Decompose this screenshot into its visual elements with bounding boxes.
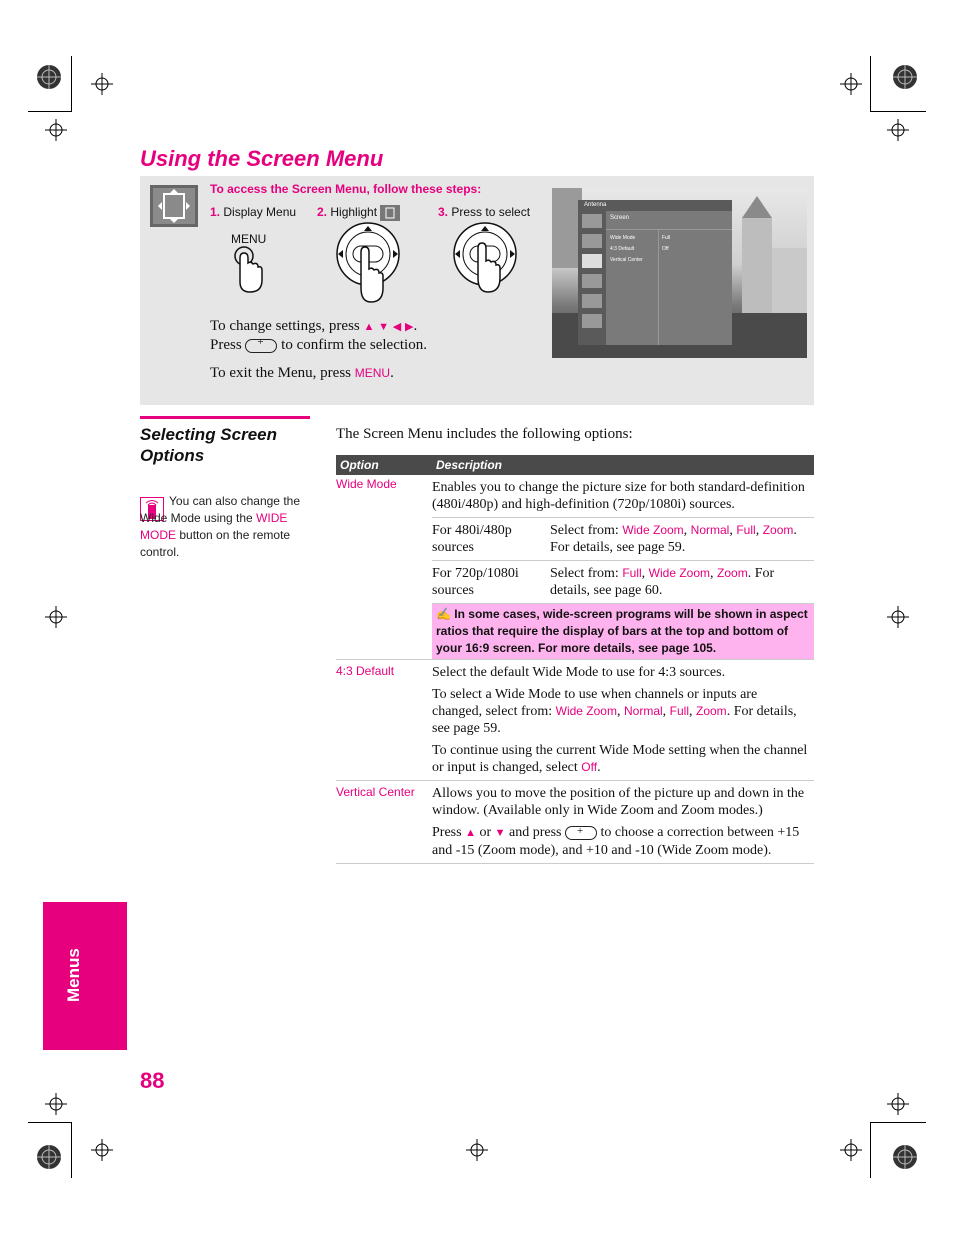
tv-menu-item xyxy=(610,235,635,241)
43-default-desc-2-prefix: To select a Wide Mode to use when channels or inputs are changed, select from: xyxy=(432,687,758,719)
wide-mode-note xyxy=(432,604,814,659)
color-rosette-icon xyxy=(892,1144,918,1170)
tv-menu-item xyxy=(610,246,634,252)
section-title: Selecting Screen Options xyxy=(140,425,278,465)
tv-menu-item-label: Wide Mode xyxy=(610,235,636,241)
option-value: Normal xyxy=(623,704,663,718)
exit-end: . xyxy=(390,365,394,381)
tv-icon xyxy=(582,314,602,328)
instructions-panel xyxy=(140,176,814,405)
tv-icon xyxy=(582,234,602,248)
select-from-text: Select from: xyxy=(550,566,619,581)
tv-menu-divider xyxy=(606,229,732,230)
registration-mark-icon xyxy=(840,1139,862,1161)
remote-tip xyxy=(140,493,315,561)
press-text: Press xyxy=(432,825,462,840)
wide-mode-480-options: Select from: Wide Zoom, Normal, Full, Zoom. For details, see page 59. xyxy=(550,518,814,561)
section-rule xyxy=(140,416,310,419)
arrow-down-icon: ▼ xyxy=(378,321,390,333)
page-title: Using the Screen Menu xyxy=(140,146,384,171)
option-value: Zoom xyxy=(696,704,727,718)
43-default-desc-3-prefix: To continue using the current Wide Mode setting when the channel or input is changed, select xyxy=(432,743,808,775)
crop-mark xyxy=(28,111,72,112)
table-row xyxy=(336,781,814,864)
crop-mark xyxy=(71,1122,72,1178)
arrow-left-icon: ◀ xyxy=(392,321,402,333)
or-text: or xyxy=(479,825,492,840)
registration-mark-icon xyxy=(887,606,909,628)
confirm-text: to confirm the selection. xyxy=(281,337,427,353)
option-value: Full xyxy=(736,523,756,537)
crop-mark xyxy=(28,1122,72,1123)
registration-mark-icon xyxy=(45,1093,67,1115)
tv-menu-title: Screen xyxy=(610,215,630,221)
option-value: Wide Zoom xyxy=(622,523,684,537)
vertical-center-description xyxy=(432,781,814,864)
option-value: Normal xyxy=(690,523,730,537)
hand-press-joystick-icon xyxy=(450,222,520,294)
tv-menu-item-label: 4:3 Default xyxy=(610,246,635,252)
change-settings-text: To change settings, press xyxy=(210,318,360,334)
color-rosette-icon xyxy=(36,1144,62,1170)
crop-mark xyxy=(870,1122,926,1123)
step-1-label: Display Menu xyxy=(223,205,297,219)
access-heading: To access the Screen Menu, follow these steps: xyxy=(210,182,482,196)
vertical-center-desc-2 xyxy=(432,824,810,859)
table-header-row xyxy=(336,455,814,475)
confirm-button-icon xyxy=(245,339,277,353)
screen-menu-small-icon xyxy=(380,205,400,221)
screen-menu-icon xyxy=(150,185,198,227)
crop-mark xyxy=(71,56,72,112)
vertical-center-desc-2-end: to choose a correction between +15 and -15 (Zoom mode), and +10 and -10 (Wide Zoom mode). xyxy=(432,825,800,858)
option-wide-mode: Wide Mode xyxy=(336,477,397,491)
tv-menu-header: Antenna xyxy=(584,202,607,208)
arrow-up-icon: ▲ xyxy=(363,321,375,333)
registration-mark-icon xyxy=(887,119,909,141)
wide-mode-720-options: Select from: Full, Wide Zoom, Zoom. For details, see page 60. xyxy=(550,561,814,604)
menu-button-label: MENU xyxy=(231,232,267,246)
wide-mode-480-source: For 480i/480p sources xyxy=(432,518,550,561)
43-default-description xyxy=(432,660,814,781)
step-2-number: 2. xyxy=(317,205,328,220)
tv-menu-divider xyxy=(658,229,659,345)
change-settings-line: To change settings, press ▲ ▼ ◀ ▶. xyxy=(210,318,418,334)
confirm-button-icon xyxy=(565,826,597,840)
registration-mark-icon xyxy=(840,73,862,95)
registration-mark-icon xyxy=(91,1139,113,1161)
tv-menu-item-label: Vertical Center xyxy=(610,257,643,263)
option-43-default: 4:3 Default xyxy=(336,660,432,781)
wide-mode-note-cell xyxy=(432,604,814,660)
tv-menu-value: Full xyxy=(662,235,671,241)
color-rosette-icon xyxy=(36,64,62,90)
step-3-label: Press to select xyxy=(451,205,531,219)
page-number: 88 xyxy=(140,1068,165,1093)
43-default-desc-1: Select the default Wide Mode to use for 4:3 sources. xyxy=(432,665,726,680)
hand-press-menu-icon xyxy=(230,246,270,296)
crop-mark xyxy=(870,111,926,112)
option-value: Wide Zoom xyxy=(555,704,617,718)
exit-line xyxy=(210,365,394,382)
registration-mark-icon xyxy=(45,606,67,628)
arrow-right-icon: ▶ xyxy=(405,321,414,333)
press-text: Press xyxy=(210,337,242,353)
details-text: For details, see page 59. xyxy=(432,704,797,736)
option-vertical-center: Vertical Center xyxy=(336,781,432,864)
tv-screen-image xyxy=(552,188,807,358)
tv-menu-icon-strip xyxy=(582,214,602,344)
tv-icon xyxy=(582,294,602,308)
step-1-number: 1. xyxy=(210,205,221,219)
note-pencil-icon: ✍ xyxy=(436,607,451,621)
tv-icon-selected xyxy=(582,254,602,268)
exit-key: MENU xyxy=(354,366,391,380)
exit-text: To exit the Menu, press xyxy=(210,365,352,381)
vertical-center-desc-1: Allows you to move the position of the picture up and down in the window. (Available only in Wide Zoom and Zoom modes.) xyxy=(432,786,805,818)
registration-mark-icon xyxy=(45,119,67,141)
hand-highlight-joystick-icon xyxy=(333,222,403,308)
column-header-description: Description xyxy=(432,455,814,475)
43-default-desc-3-end: . xyxy=(597,760,601,775)
option-value: Zoom xyxy=(762,523,794,537)
step-1 xyxy=(210,205,296,219)
details-text: For details, see page 59. xyxy=(550,540,686,555)
wide-mode-description: Enables you to change the picture size for both standard-definition (480i/480p) and high-definition (720p/1080i) sources. xyxy=(432,475,814,518)
tip-key: WIDE MODE xyxy=(140,511,288,542)
wide-mode-720-source: For 720p/1080i sources xyxy=(432,561,550,604)
step-3 xyxy=(438,205,530,219)
table-row xyxy=(336,475,814,518)
tip-suffix: button on the remote control. xyxy=(140,528,291,559)
tv-icon xyxy=(582,274,602,288)
arrow-up-icon: ▲ xyxy=(465,827,476,839)
registration-mark-icon xyxy=(887,1093,909,1115)
note-text: In some cases, wide-screen programs will be shown in aspect ratios that require the display of bars at the top and bottom of your 16:9 screen. For more details, see page 105. xyxy=(436,607,808,655)
tv-menu-content xyxy=(606,211,732,345)
option-value: Zoom xyxy=(717,566,748,580)
crop-mark xyxy=(870,1122,871,1178)
43-default-desc-3 xyxy=(432,742,810,776)
option-value: Full xyxy=(622,566,642,580)
option-value: Wide Zoom xyxy=(648,566,711,580)
option-value: Off xyxy=(581,760,598,774)
side-tab-label: Menus xyxy=(64,948,83,1002)
details-text: For details, see page 60. xyxy=(550,566,775,598)
options-table xyxy=(336,455,814,864)
registration-mark-icon xyxy=(466,1139,488,1161)
tv-menu-item xyxy=(610,257,643,263)
select-from-text: Select from: xyxy=(550,523,619,538)
tip-prefix: You can also change the Wide Mode using the xyxy=(140,494,300,525)
table-row xyxy=(336,660,814,781)
section-intro: The Screen Menu includes the following options: xyxy=(336,426,633,442)
43-default-desc-2: To select a Wide Mode to use when channels or inputs are changed, select from: Wide Zoom, Normal, Full, Zoom. For details, see page 59. xyxy=(432,687,797,736)
tv-menu-value: Off xyxy=(662,246,669,252)
tv-icon xyxy=(582,214,602,228)
step-3-number: 3. xyxy=(438,205,449,219)
column-header-option: Option xyxy=(336,455,432,475)
confirm-line xyxy=(210,337,427,354)
crop-mark xyxy=(870,56,871,112)
and-press-text: and press xyxy=(509,825,562,840)
tv-menu-overlay xyxy=(578,200,732,345)
arrow-down-icon: ▼ xyxy=(494,827,506,839)
option-value: Full xyxy=(669,704,689,718)
registration-mark-icon xyxy=(91,73,113,95)
step-2 xyxy=(317,205,400,221)
color-rosette-icon xyxy=(892,64,918,90)
step-2-label: Highlight xyxy=(330,205,378,220)
